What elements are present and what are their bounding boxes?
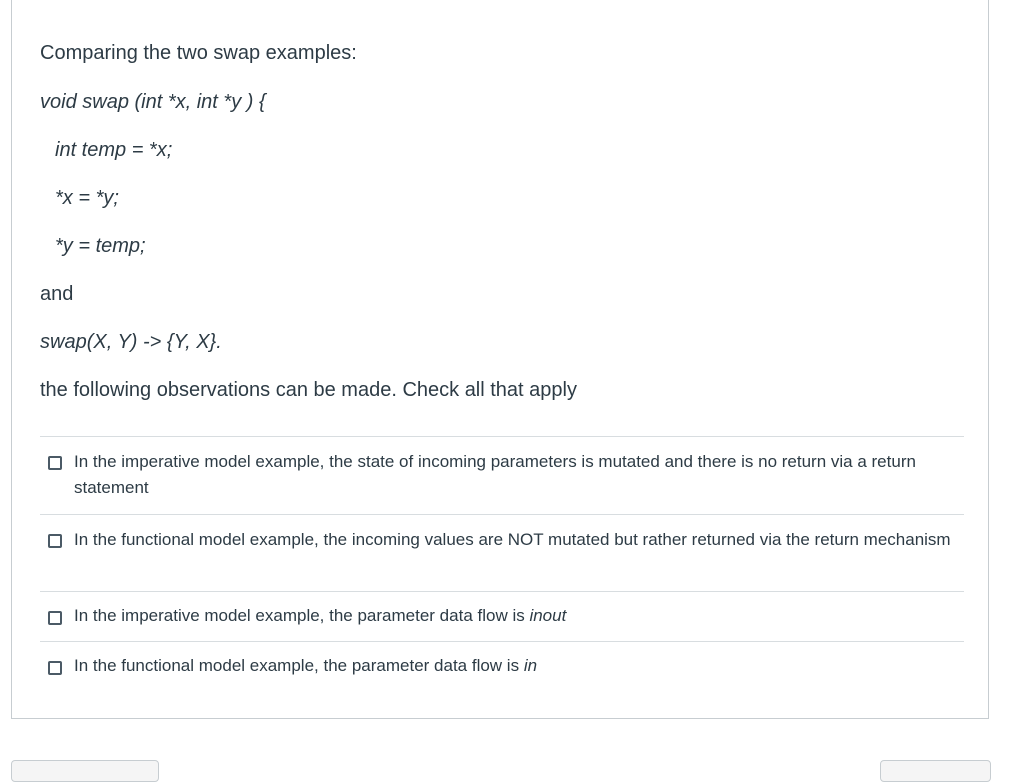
- answer-label-1[interactable]: In the imperative model example, the state of incoming parameters is mutated and there is no return via a return statement: [74, 452, 916, 497]
- code-line-temp: int temp = *x;: [55, 139, 173, 161]
- answer-label-3-emph: inout: [529, 606, 567, 625]
- answer-option-3[interactable]: [40, 591, 964, 641]
- answer-label-3[interactable]: [74, 603, 956, 629]
- answer-checkbox-1[interactable]: [48, 456, 62, 470]
- question-intro: Comparing the two swap examples:: [40, 42, 357, 64]
- answer-label-4-text: In the functional model example, the parameter data flow is: [74, 656, 524, 675]
- answer-label-4[interactable]: [74, 653, 956, 679]
- answer-checkbox-4[interactable]: [48, 661, 62, 675]
- answer-label-4-emph: in: [523, 656, 538, 675]
- code-line-signature: void swap (int *x, int *y ) {: [40, 91, 266, 113]
- functional-example: swap(X, Y) -> {Y, X}.: [40, 331, 222, 353]
- answer-option-4[interactable]: [40, 641, 964, 691]
- question-card: [11, 0, 989, 719]
- answer-checkbox-3[interactable]: [48, 611, 62, 625]
- answer-option-1[interactable]: [40, 436, 964, 514]
- previous-button[interactable]: [11, 760, 159, 782]
- answer-option-2[interactable]: [40, 514, 964, 591]
- answer-list: [40, 436, 964, 691]
- question-instruction: the following observations can be made. Check all that apply: [40, 379, 577, 401]
- code-line-assign-y: *y = temp;: [55, 235, 146, 257]
- answer-label-3-text: In the imperative model example, the parameter data flow is: [74, 606, 530, 625]
- question-connector: and: [40, 283, 74, 305]
- answer-checkbox-2[interactable]: [48, 534, 62, 548]
- answer-label-2[interactable]: In the functional model example, the incoming values are NOT mutated but rather returned via the return mechanism: [74, 530, 951, 549]
- next-button[interactable]: [880, 760, 991, 782]
- code-line-assign-x: *x = *y;: [55, 187, 119, 209]
